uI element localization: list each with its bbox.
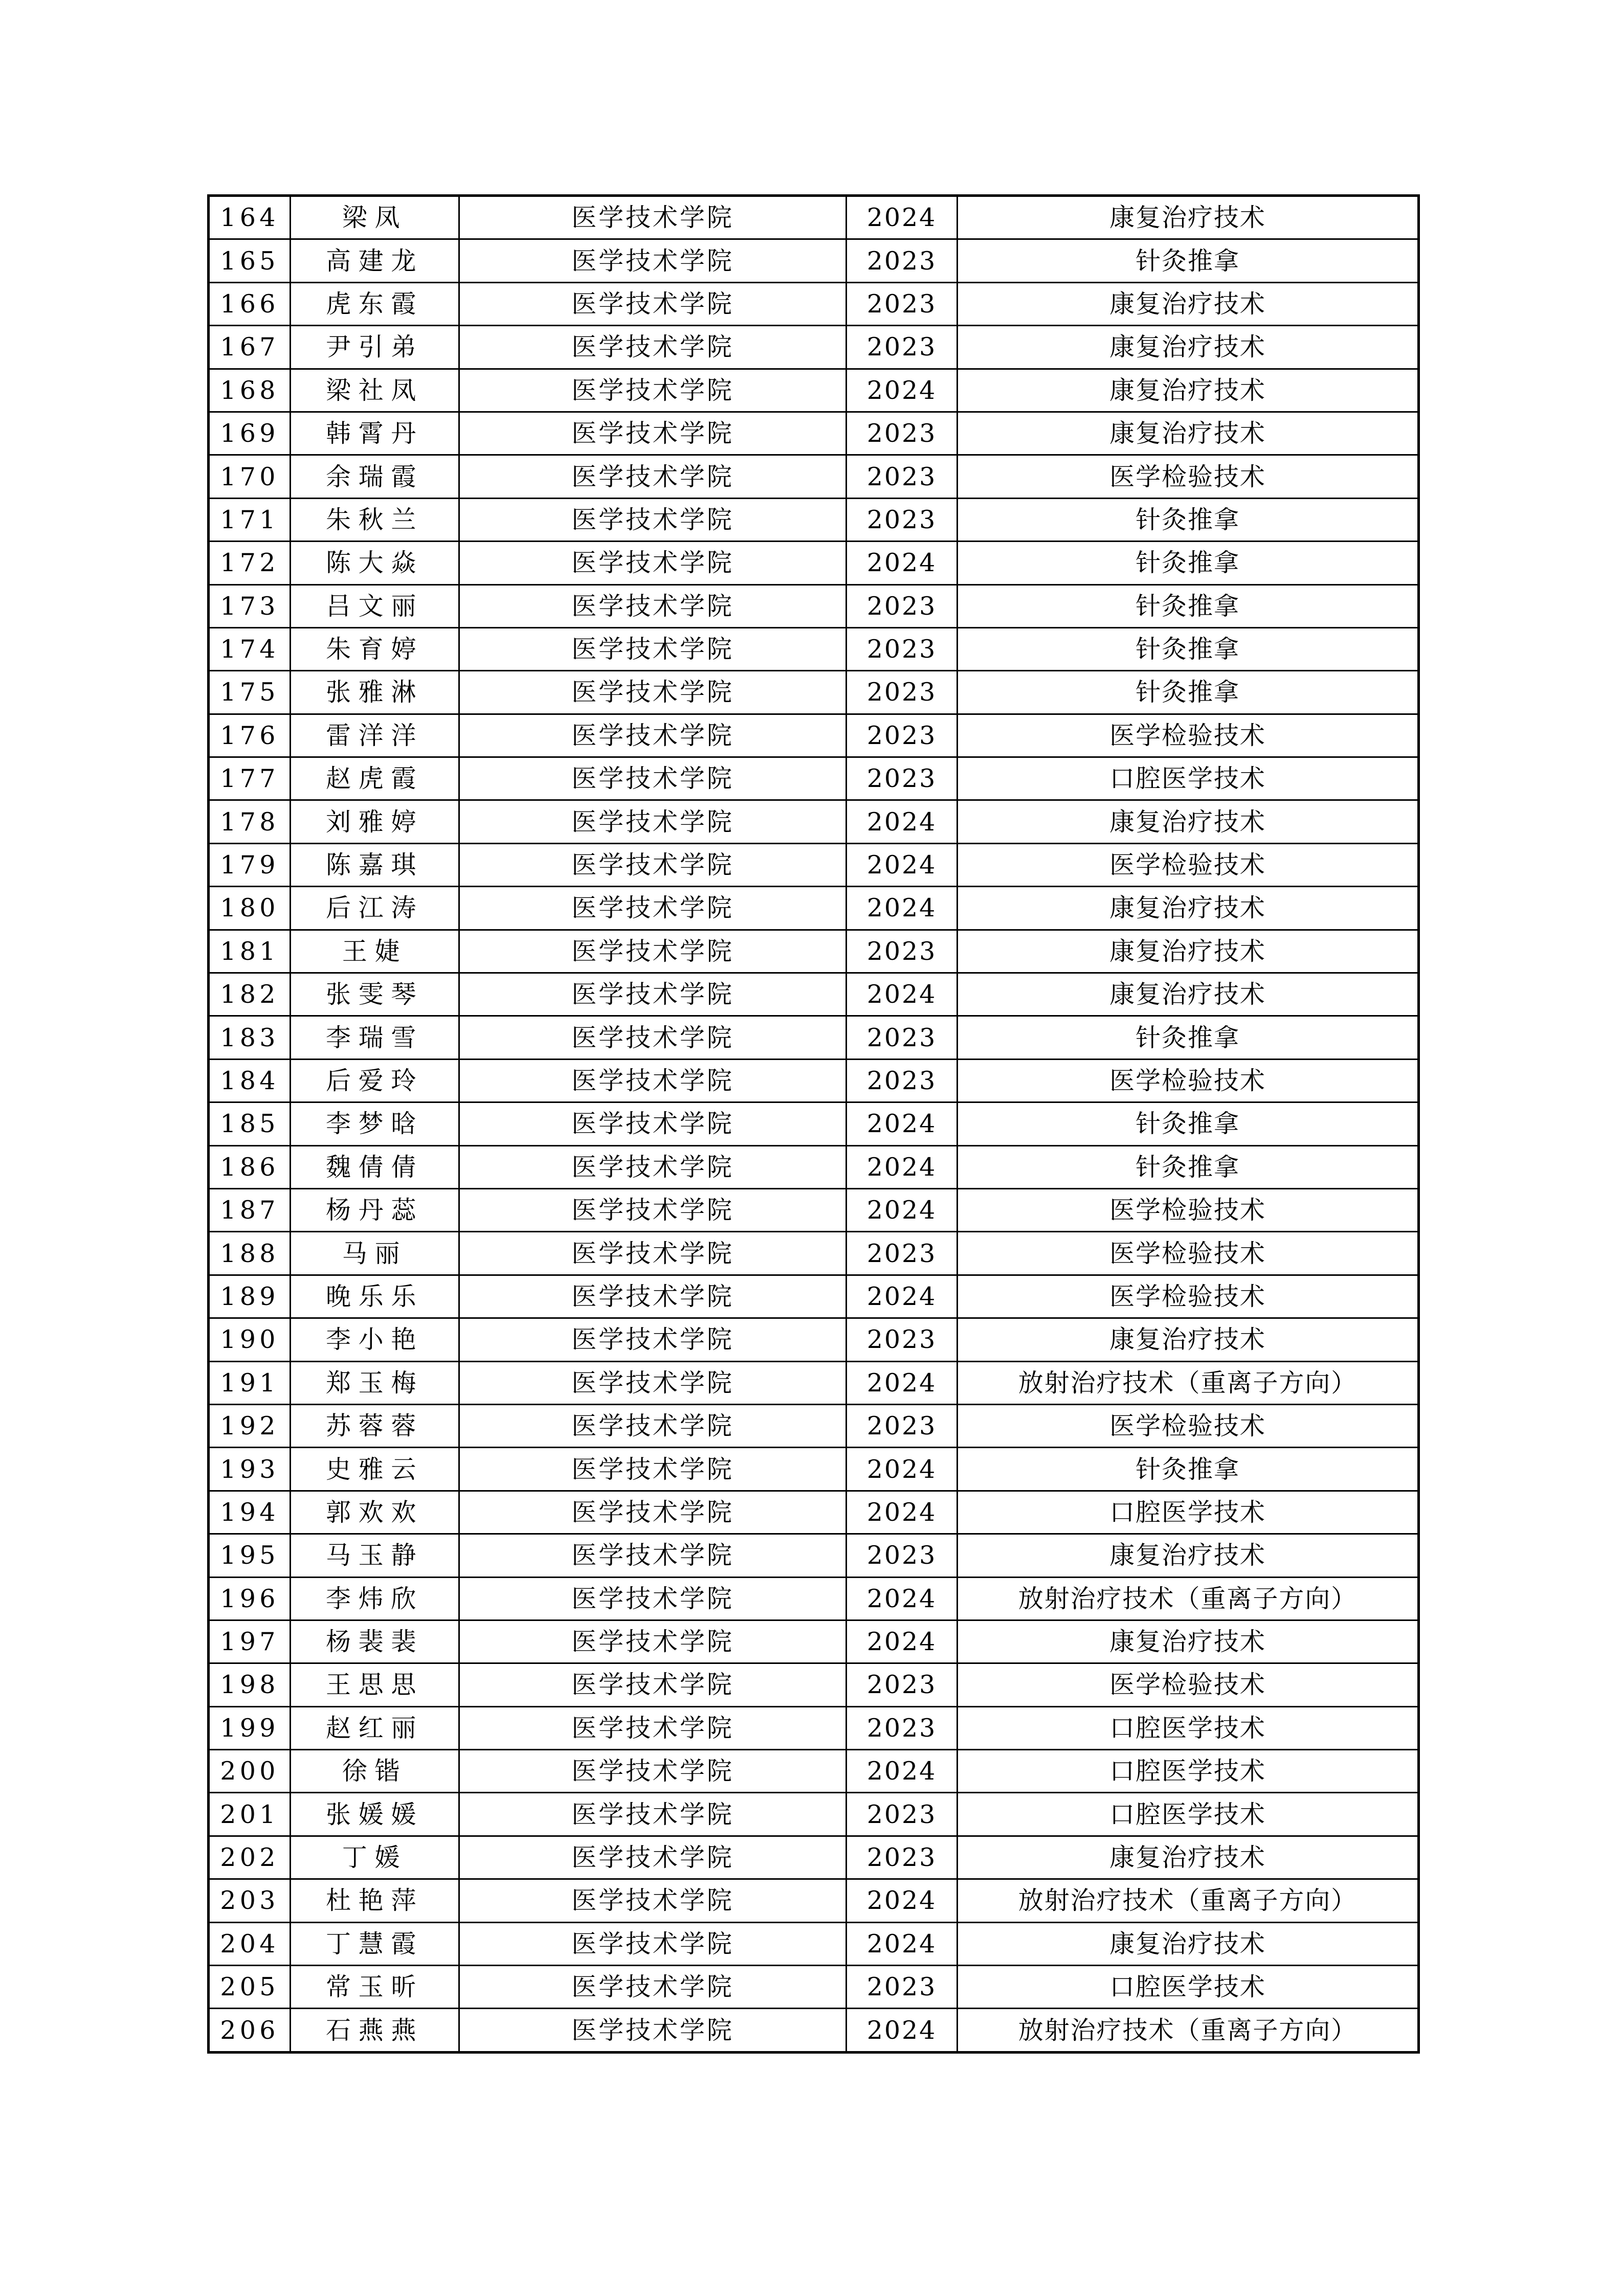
major-cell: 康复治疗技术 [958, 1620, 1419, 1663]
table-row [209, 1361, 1419, 1404]
college-cell: 医学技术学院 [459, 671, 847, 714]
seq-cell: 174 [209, 627, 291, 670]
student-name-cell: 史雅云 [291, 1448, 459, 1491]
major-cell: 口腔医学技术 [958, 1706, 1419, 1749]
year-cell: 2024 [847, 1922, 958, 1965]
year-cell: 2023 [847, 498, 958, 541]
student-name-cell: 高建龙 [291, 239, 459, 282]
college-cell: 医学技术学院 [459, 455, 847, 498]
student-name-cell: 王思思 [291, 1663, 459, 1706]
seq-cell: 168 [209, 369, 291, 412]
seq-cell: 167 [209, 326, 291, 369]
table-row [209, 1016, 1419, 1059]
table-row [209, 239, 1419, 282]
major-cell: 康复治疗技术 [958, 973, 1419, 1016]
year-cell: 2023 [847, 1706, 958, 1749]
college-cell: 医学技术学院 [459, 1836, 847, 1879]
seq-cell: 170 [209, 455, 291, 498]
student-name-cell: 赵红丽 [291, 1706, 459, 1749]
seq-cell: 173 [209, 584, 291, 627]
year-cell: 2024 [847, 887, 958, 930]
seq-cell: 189 [209, 1275, 291, 1318]
year-cell: 2024 [847, 1102, 958, 1145]
college-cell: 医学技术学院 [459, 1059, 847, 1102]
seq-cell: 171 [209, 498, 291, 541]
year-cell: 2023 [847, 584, 958, 627]
table-row [209, 1188, 1419, 1231]
college-cell: 医学技术学院 [459, 714, 847, 757]
seq-cell: 166 [209, 282, 291, 325]
college-cell: 医学技术学院 [459, 887, 847, 930]
student-name-cell: 王婕 [291, 930, 459, 973]
student-name-cell: 石燕燕 [291, 2009, 459, 2052]
college-cell: 医学技术学院 [459, 627, 847, 670]
seq-cell: 172 [209, 542, 291, 584]
student-name-cell: 郑玉梅 [291, 1361, 459, 1404]
year-cell: 2023 [847, 1793, 958, 1836]
college-cell: 医学技术学院 [459, 282, 847, 325]
table-row [209, 627, 1419, 670]
seq-cell: 182 [209, 973, 291, 1016]
student-name-cell: 马丽 [291, 1232, 459, 1275]
major-cell: 针灸推拿 [958, 239, 1419, 282]
table-row [209, 1145, 1419, 1188]
major-cell: 康复治疗技术 [958, 1836, 1419, 1879]
seq-cell: 191 [209, 1361, 291, 1404]
year-cell: 2023 [847, 1404, 958, 1447]
year-cell: 2023 [847, 1059, 958, 1102]
table-row [209, 1836, 1419, 1879]
student-name-cell: 李梦晗 [291, 1102, 459, 1145]
seq-cell: 199 [209, 1706, 291, 1749]
year-cell: 2023 [847, 239, 958, 282]
year-cell: 2024 [847, 369, 958, 412]
student-name-cell: 丁慧霞 [291, 1922, 459, 1965]
year-cell: 2024 [847, 1879, 958, 1922]
student-name-cell: 杜艳萍 [291, 1879, 459, 1922]
table-row [209, 843, 1419, 886]
major-cell: 康复治疗技术 [958, 282, 1419, 325]
seq-cell: 206 [209, 2009, 291, 2052]
student-name-cell: 余瑞霞 [291, 455, 459, 498]
year-cell: 2024 [847, 196, 958, 239]
college-cell: 医学技术学院 [459, 1922, 847, 1965]
table-row [209, 1491, 1419, 1534]
college-cell: 医学技术学院 [459, 973, 847, 1016]
major-cell: 放射治疗技术（重离子方向） [958, 2009, 1419, 2052]
college-cell: 医学技术学院 [459, 1404, 847, 1447]
college-cell: 医学技术学院 [459, 1016, 847, 1059]
major-cell: 放射治疗技术（重离子方向） [958, 1361, 1419, 1404]
major-cell: 针灸推拿 [958, 1448, 1419, 1491]
year-cell: 2023 [847, 627, 958, 670]
major-cell: 针灸推拿 [958, 584, 1419, 627]
seq-cell: 193 [209, 1448, 291, 1491]
year-cell: 2024 [847, 1145, 958, 1188]
major-cell: 放射治疗技术（重离子方向） [958, 1879, 1419, 1922]
table-row [209, 1663, 1419, 1706]
student-name-cell: 刘雅婷 [291, 800, 459, 843]
student-name-cell: 赵虎霞 [291, 757, 459, 800]
college-cell: 医学技术学院 [459, 1663, 847, 1706]
year-cell: 2024 [847, 1188, 958, 1231]
seq-cell: 175 [209, 671, 291, 714]
student-name-cell: 常玉昕 [291, 1966, 459, 2009]
college-cell: 医学技术学院 [459, 800, 847, 843]
college-cell: 医学技术学院 [459, 1232, 847, 1275]
major-cell: 康复治疗技术 [958, 800, 1419, 843]
seq-cell: 183 [209, 1016, 291, 1059]
college-cell: 医学技术学院 [459, 1102, 847, 1145]
student-name-cell: 雷洋洋 [291, 714, 459, 757]
student-name-cell: 苏蓉蓉 [291, 1404, 459, 1447]
student-name-cell: 李小艳 [291, 1318, 459, 1361]
seq-cell: 187 [209, 1188, 291, 1231]
college-cell: 医学技术学院 [459, 1275, 847, 1318]
major-cell: 针灸推拿 [958, 1145, 1419, 1188]
table-row [209, 196, 1419, 239]
table-row [209, 584, 1419, 627]
college-cell: 医学技术学院 [459, 1491, 847, 1534]
college-cell: 医学技术学院 [459, 1879, 847, 1922]
year-cell: 2024 [847, 1750, 958, 1793]
college-cell: 医学技术学院 [459, 1361, 847, 1404]
year-cell: 2023 [847, 757, 958, 800]
major-cell: 口腔医学技术 [958, 1491, 1419, 1534]
year-cell: 2023 [847, 412, 958, 455]
student-name-cell: 杨裴裴 [291, 1620, 459, 1663]
table-row [209, 326, 1419, 369]
table-row [209, 1620, 1419, 1663]
table-row [209, 671, 1419, 714]
major-cell: 康复治疗技术 [958, 196, 1419, 239]
seq-cell: 169 [209, 412, 291, 455]
year-cell: 2024 [847, 800, 958, 843]
major-cell: 放射治疗技术（重离子方向） [958, 1577, 1419, 1620]
seq-cell: 195 [209, 1534, 291, 1577]
seq-cell: 190 [209, 1318, 291, 1361]
college-cell: 医学技术学院 [459, 1706, 847, 1749]
college-cell: 医学技术学院 [459, 584, 847, 627]
student-name-cell: 马玉静 [291, 1534, 459, 1577]
seq-cell: 181 [209, 930, 291, 973]
table-row [209, 1750, 1419, 1793]
major-cell: 针灸推拿 [958, 1016, 1419, 1059]
college-cell: 医学技术学院 [459, 196, 847, 239]
major-cell: 口腔医学技术 [958, 757, 1419, 800]
table-row [209, 498, 1419, 541]
year-cell: 2023 [847, 1232, 958, 1275]
seq-cell: 204 [209, 1922, 291, 1965]
year-cell: 2023 [847, 1836, 958, 1879]
table-row [209, 757, 1419, 800]
student-name-cell: 丁媛 [291, 1836, 459, 1879]
student-name-cell: 杨丹蕊 [291, 1188, 459, 1231]
seq-cell: 205 [209, 1966, 291, 2009]
student-name-cell: 韩霄丹 [291, 412, 459, 455]
major-cell: 医学检验技术 [958, 455, 1419, 498]
seq-cell: 180 [209, 887, 291, 930]
year-cell: 2024 [847, 1577, 958, 1620]
student-name-cell: 李瑞雪 [291, 1016, 459, 1059]
student-name-cell: 后江涛 [291, 887, 459, 930]
student-name-cell: 张雯琴 [291, 973, 459, 1016]
major-cell: 康复治疗技术 [958, 930, 1419, 973]
seq-cell: 178 [209, 800, 291, 843]
year-cell: 2024 [847, 1275, 958, 1318]
year-cell: 2023 [847, 1318, 958, 1361]
year-cell: 2024 [847, 1448, 958, 1491]
college-cell: 医学技术学院 [459, 757, 847, 800]
major-cell: 口腔医学技术 [958, 1750, 1419, 1793]
major-cell: 康复治疗技术 [958, 412, 1419, 455]
year-cell: 2023 [847, 714, 958, 757]
major-cell: 口腔医学技术 [958, 1793, 1419, 1836]
seq-cell: 192 [209, 1404, 291, 1447]
table-row [209, 412, 1419, 455]
major-cell: 康复治疗技术 [958, 887, 1419, 930]
student-name-cell: 后爱玲 [291, 1059, 459, 1102]
college-cell: 医学技术学院 [459, 498, 847, 541]
student-name-cell: 徐锴 [291, 1750, 459, 1793]
major-cell: 康复治疗技术 [958, 326, 1419, 369]
seq-cell: 201 [209, 1793, 291, 1836]
major-cell: 针灸推拿 [958, 1102, 1419, 1145]
seq-cell: 179 [209, 843, 291, 886]
seq-cell: 200 [209, 1750, 291, 1793]
table-row [209, 1102, 1419, 1145]
student-name-cell: 李炜欣 [291, 1577, 459, 1620]
year-cell: 2023 [847, 930, 958, 973]
major-cell: 医学检验技术 [958, 1232, 1419, 1275]
year-cell: 2024 [847, 2009, 958, 2052]
major-cell: 针灸推拿 [958, 627, 1419, 670]
seq-cell: 165 [209, 239, 291, 282]
table-row [209, 1966, 1419, 2009]
table-row [209, 1922, 1419, 1965]
table-row [209, 1534, 1419, 1577]
seq-cell: 164 [209, 196, 291, 239]
year-cell: 2023 [847, 1534, 958, 1577]
table-row [209, 2009, 1419, 2052]
student-name-cell: 晚乐乐 [291, 1275, 459, 1318]
table-row [209, 887, 1419, 930]
table-row [209, 542, 1419, 584]
year-cell: 2023 [847, 1966, 958, 2009]
major-cell: 针灸推拿 [958, 671, 1419, 714]
year-cell: 2023 [847, 282, 958, 325]
student-name-cell: 张媛媛 [291, 1793, 459, 1836]
table-row [209, 714, 1419, 757]
college-cell: 医学技术学院 [459, 1966, 847, 2009]
student-name-cell: 张雅淋 [291, 671, 459, 714]
student-name-cell: 梁社凤 [291, 369, 459, 412]
seq-cell: 176 [209, 714, 291, 757]
table-row [209, 1577, 1419, 1620]
college-cell: 医学技术学院 [459, 1145, 847, 1188]
college-cell: 医学技术学院 [459, 369, 847, 412]
major-cell: 针灸推拿 [958, 498, 1419, 541]
major-cell: 医学检验技术 [958, 1059, 1419, 1102]
year-cell: 2023 [847, 455, 958, 498]
seq-cell: 184 [209, 1059, 291, 1102]
year-cell: 2023 [847, 1016, 958, 1059]
major-cell: 医学检验技术 [958, 1188, 1419, 1231]
year-cell: 2024 [847, 1620, 958, 1663]
college-cell: 医学技术学院 [459, 1620, 847, 1663]
table-row [209, 1275, 1419, 1318]
student-name-cell: 梁凤 [291, 196, 459, 239]
table-row [209, 1879, 1419, 1922]
year-cell: 2024 [847, 542, 958, 584]
major-cell: 针灸推拿 [958, 542, 1419, 584]
seq-cell: 197 [209, 1620, 291, 1663]
college-cell: 医学技术学院 [459, 2009, 847, 2052]
college-cell: 医学技术学院 [459, 412, 847, 455]
year-cell: 2024 [847, 973, 958, 1016]
table-row [209, 1404, 1419, 1447]
table-row [209, 1448, 1419, 1491]
student-name-cell: 魏倩倩 [291, 1145, 459, 1188]
seq-cell: 185 [209, 1102, 291, 1145]
table-row [209, 282, 1419, 325]
roster-table-body [209, 196, 1419, 2053]
college-cell: 医学技术学院 [459, 1750, 847, 1793]
table-row [209, 973, 1419, 1016]
college-cell: 医学技术学院 [459, 1534, 847, 1577]
table-row [209, 930, 1419, 973]
year-cell: 2024 [847, 843, 958, 886]
college-cell: 医学技术学院 [459, 930, 847, 973]
major-cell: 医学检验技术 [958, 1663, 1419, 1706]
year-cell: 2023 [847, 1663, 958, 1706]
college-cell: 医学技术学院 [459, 1318, 847, 1361]
college-cell: 医学技术学院 [459, 843, 847, 886]
student-name-cell: 尹引弟 [291, 326, 459, 369]
college-cell: 医学技术学院 [459, 239, 847, 282]
major-cell: 医学检验技术 [958, 714, 1419, 757]
major-cell: 康复治疗技术 [958, 369, 1419, 412]
student-name-cell: 朱秋兰 [291, 498, 459, 541]
major-cell: 医学检验技术 [958, 1404, 1419, 1447]
table-row [209, 1318, 1419, 1361]
year-cell: 2024 [847, 1361, 958, 1404]
seq-cell: 196 [209, 1577, 291, 1620]
student-name-cell: 陈大焱 [291, 542, 459, 584]
seq-cell: 198 [209, 1663, 291, 1706]
college-cell: 医学技术学院 [459, 1793, 847, 1836]
table-row [209, 369, 1419, 412]
college-cell: 医学技术学院 [459, 1577, 847, 1620]
table-row [209, 455, 1419, 498]
seq-cell: 177 [209, 757, 291, 800]
major-cell: 康复治疗技术 [958, 1922, 1419, 1965]
student-name-cell: 朱育婷 [291, 627, 459, 670]
student-name-cell: 郭欢欢 [291, 1491, 459, 1534]
major-cell: 康复治疗技术 [958, 1534, 1419, 1577]
seq-cell: 202 [209, 1836, 291, 1879]
seq-cell: 188 [209, 1232, 291, 1275]
table-row [209, 1232, 1419, 1275]
major-cell: 医学检验技术 [958, 843, 1419, 886]
year-cell: 2023 [847, 326, 958, 369]
college-cell: 医学技术学院 [459, 1448, 847, 1491]
college-cell: 医学技术学院 [459, 1188, 847, 1231]
year-cell: 2023 [847, 671, 958, 714]
student-name-cell: 吕文丽 [291, 584, 459, 627]
major-cell: 口腔医学技术 [958, 1966, 1419, 2009]
student-roster-table [207, 194, 1420, 2054]
seq-cell: 203 [209, 1879, 291, 1922]
table-row [209, 1059, 1419, 1102]
year-cell: 2024 [847, 1491, 958, 1534]
table-row [209, 800, 1419, 843]
table-row [209, 1706, 1419, 1749]
seq-cell: 194 [209, 1491, 291, 1534]
student-name-cell: 虎东霞 [291, 282, 459, 325]
major-cell: 康复治疗技术 [958, 1318, 1419, 1361]
college-cell: 医学技术学院 [459, 542, 847, 584]
seq-cell: 186 [209, 1145, 291, 1188]
student-name-cell: 陈嘉琪 [291, 843, 459, 886]
major-cell: 医学检验技术 [958, 1275, 1419, 1318]
college-cell: 医学技术学院 [459, 326, 847, 369]
table-row [209, 1793, 1419, 1836]
